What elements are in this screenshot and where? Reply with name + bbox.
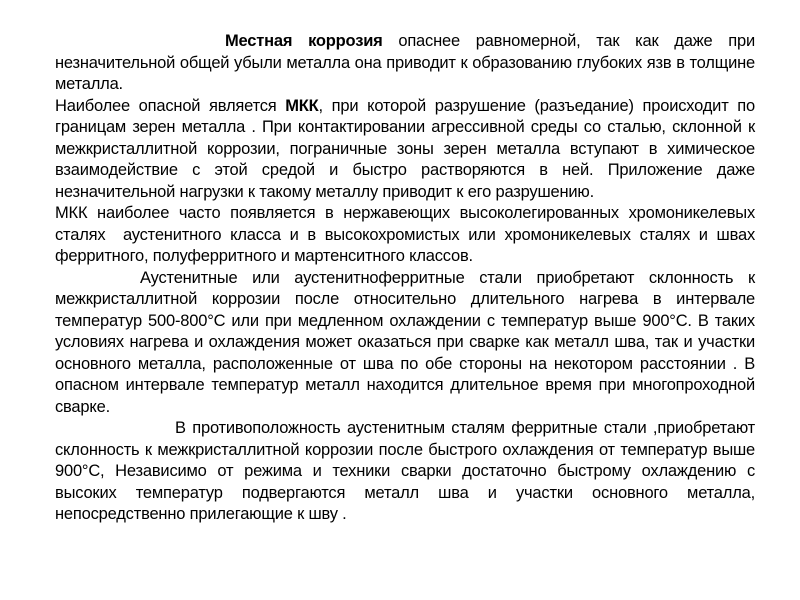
paragraph-mkk-occurrence	[55, 203, 755, 268]
paragraph-text: В противоположность аустенитным сталям ферритные стали ,приобретают склонность к межкристаллитной коррозии после быстрого охлаждения от температур выше 900°С, Независимо от режима и техники сварки достаточно быстрому охлаждению с высоких температур подвергаются металл шва и участки основного металла, непосредственно прилегающие к шву .	[55, 419, 755, 523]
paragraph-ferritic-steels	[55, 418, 755, 526]
slide-text-block	[55, 31, 755, 526]
paragraph-text: МКК наиболее часто появляется в нержавеющих высоколегированных хромоникелевых сталях аустенитного класса и в высокохромистых или хромоникелевых сталях и швах ферритного, полуферритного и мартенситного классов.	[55, 204, 755, 265]
paragraph-text: опаснее равномерной, так как даже при незначительной общей убыли металла она приводит к образованию глубоких язв в толщине металла.	[55, 32, 755, 93]
paragraph-text: , при которой разрушение (разъедание) происходит по границам зерен металла . При контактировании агрессивной среды со сталью, склонной к межкристаллитной коррозии, пограничные зоны зерен металла вступают в химическое взаимодействие с этой средой и быстро растворяются в ней. Приложение даже незначительной нагрузки к такому металлу приводит к его разрушению.	[55, 96, 755, 201]
paragraph-local-corrosion	[55, 31, 755, 96]
term-local-corrosion: Местная коррозия	[225, 32, 383, 50]
paragraph-mkk-definition	[55, 96, 755, 204]
paragraph-text: Аустенитные или аустенитноферритные стали приобретают склонность к межкристаллитной коррозии после относительно длительного нагрева в интервале температур 500-800°С или при медленном охлаждении с температур выше 900°С. В таких условиях нагрева и охлаждения может оказаться при сварке как металл шва, так и участки основного металла, расположенные от шва по обе стороны на некотором расстоянии . В опасном интервале температур металл находится длительное время при многопроходной сварке.	[55, 268, 755, 416]
term-mkk: МКК	[285, 96, 319, 115]
paragraph-text: Наиболее опасной является	[55, 96, 286, 115]
paragraph-austenitic-steels	[55, 268, 755, 419]
